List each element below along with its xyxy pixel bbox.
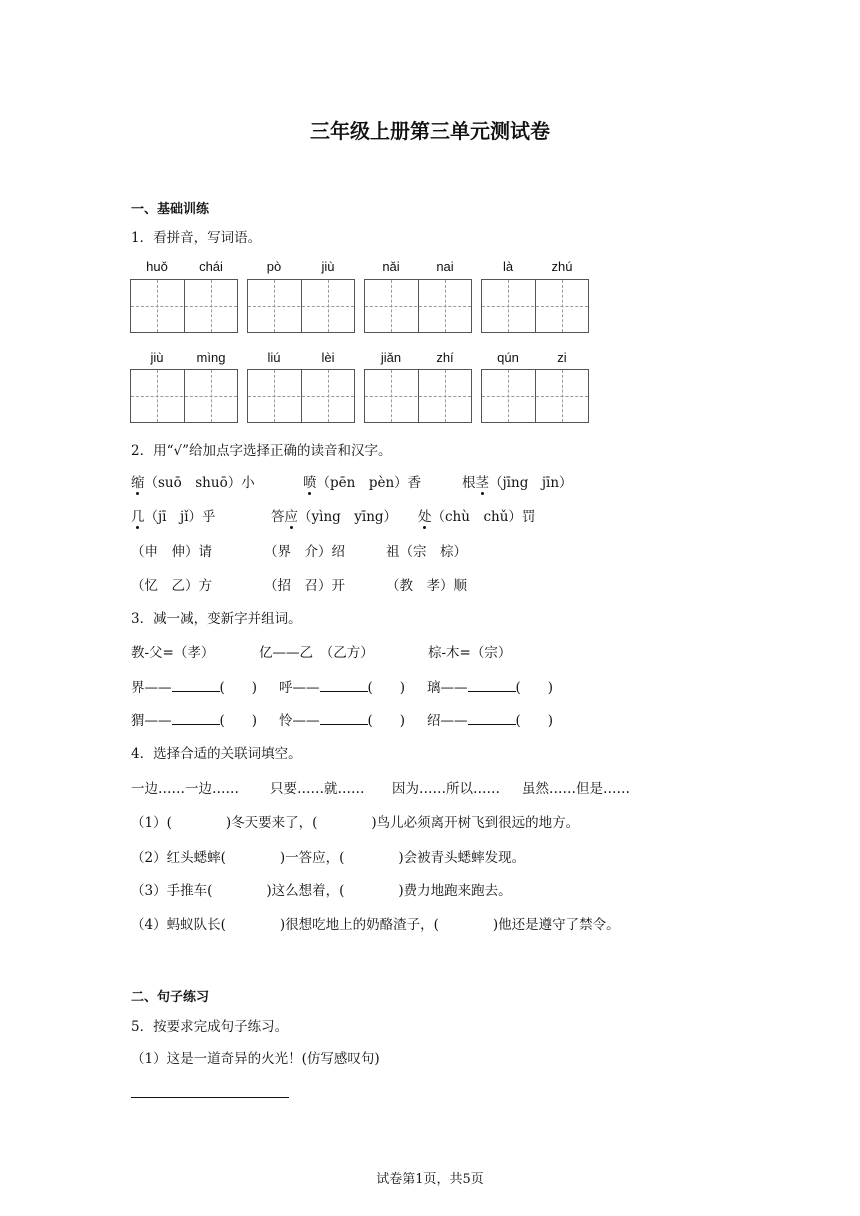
q2-choice: （教 孝）顺	[386, 578, 467, 594]
q2-choice: （忆 乙）方	[131, 578, 212, 594]
pinyin-label: jiù	[321, 259, 335, 274]
q3-paren: ( )	[219, 713, 258, 729]
dotted-char: 处	[418, 509, 432, 525]
q3-char: 绍——	[427, 713, 468, 729]
q4-sentence-1: （1）( )冬天要来了，( )鸟儿必须离开树飞到很远的地方。	[131, 815, 580, 831]
q3-item	[131, 676, 257, 696]
q3-paren: ( )	[367, 713, 406, 729]
pinyin-label: huǒ	[146, 259, 168, 274]
q3-paren: ( )	[367, 680, 406, 696]
question-1-prompt: 1．看拼音，写词语。	[131, 230, 262, 246]
pinyin-label: lèi	[321, 350, 335, 365]
q4-sentence-3: （3）手推车( )这么想着，( )费力地跑来跑去。	[131, 883, 512, 899]
q3-example: 棕-木=（宗）	[428, 645, 512, 661]
pinyin-label: liú	[267, 350, 281, 365]
q2-item	[271, 505, 397, 525]
q3-char: 怜——	[279, 713, 320, 729]
q3-char: 呼——	[279, 680, 320, 696]
pinyin-label: nǎi	[382, 259, 400, 274]
answer-blank[interactable]	[172, 679, 220, 692]
dotted-char: 缩	[131, 475, 145, 491]
section-heading-sentences: 二、句子练习	[131, 990, 210, 1005]
pinyin-choice: （jīng jīn）	[489, 475, 573, 491]
page-footer: 试卷第1页，共5页	[376, 1172, 484, 1187]
pinyin-choice: （yìng yīng）	[298, 509, 398, 525]
writing-grid[interactable]	[364, 369, 472, 423]
q4-sentence-4: （4）蚂蚁队长( )很想吃地上的奶酪渣子，( )他还是遵守了禁令。	[131, 917, 620, 933]
q3-item	[279, 709, 405, 729]
q2-item	[131, 505, 216, 525]
pinyin-label: chái	[199, 259, 223, 274]
q2-choice: （申 伸）请	[131, 544, 212, 560]
pinyin-label: nai	[436, 259, 454, 274]
pinyin-label: zhí	[436, 350, 454, 365]
dotted-char: 应	[284, 509, 298, 525]
pinyin-label: jiù	[150, 350, 164, 365]
pinyin-label: jiǎn	[380, 350, 402, 365]
pinyin-label: mìng	[196, 350, 226, 365]
q2-choice: （招 召）开	[264, 578, 345, 594]
dotted-char: 喷	[303, 475, 317, 491]
answer-line[interactable]	[131, 1097, 289, 1098]
q3-item	[427, 709, 553, 729]
q3-char: 猬——	[131, 713, 172, 729]
q3-char: 界——	[131, 680, 172, 696]
conjunction-option: 一边……一边……	[131, 781, 239, 797]
section-heading-basic: 一、基础训练	[131, 202, 210, 217]
question-5-prompt: 5．按要求完成句子练习。	[131, 1019, 289, 1035]
q2-item	[303, 471, 421, 491]
dotted-char: 茎	[475, 475, 489, 491]
dotted-char: 几	[131, 509, 145, 525]
answer-blank[interactable]	[468, 679, 516, 692]
writing-grid[interactable]	[247, 369, 355, 423]
answer-blank[interactable]	[468, 712, 516, 725]
pinyin-label: zi	[557, 350, 567, 365]
plain-char: 根	[462, 475, 476, 491]
conjunction-option: 虽然……但是……	[522, 781, 630, 797]
q2-item	[131, 471, 255, 491]
q3-example: 教-父=（孝）	[131, 645, 215, 661]
writing-grid[interactable]	[481, 369, 589, 423]
q3-paren: ( )	[219, 680, 258, 696]
q4-sentence-2: （2）红头蟋蟀( )一答应，( )会被青头蟋蟀发现。	[131, 850, 526, 866]
q2-item	[418, 505, 535, 525]
q2-choice: （界 介）绍	[264, 544, 345, 560]
q3-item	[279, 676, 405, 696]
q2-choice: 祖（宗 棕）	[386, 544, 467, 560]
q3-item	[131, 709, 257, 729]
pinyin-choice: （pēn pèn）香	[316, 475, 422, 491]
q2-item	[462, 471, 573, 491]
answer-blank[interactable]	[320, 712, 368, 725]
pinyin-label: zhú	[551, 259, 573, 274]
pinyin-choice: （suō shuō）小	[144, 475, 255, 491]
conjunction-option: 只要……就……	[270, 781, 365, 797]
conjunction-option: 因为……所以……	[392, 781, 500, 797]
q3-paren: ( )	[515, 680, 554, 696]
plain-char: 答	[271, 509, 285, 525]
pinyin-choice: （chù chǔ）罚	[431, 509, 536, 525]
q5-sentence-1: （1）这是一道奇异的火光！(仿写感叹句)	[131, 1051, 380, 1067]
question-2-prompt: 2．用“√”给加点字选择正确的读音和汉字。	[131, 443, 392, 459]
writing-grid[interactable]	[481, 279, 589, 333]
pinyin-label: qún	[497, 350, 519, 365]
q3-paren: ( )	[515, 713, 554, 729]
q3-char: 璃——	[427, 680, 468, 696]
pinyin-choice: （jī jǐ）乎	[144, 509, 216, 525]
answer-blank[interactable]	[320, 679, 368, 692]
writing-grid[interactable]	[130, 369, 238, 423]
writing-grid[interactable]	[247, 279, 355, 333]
pinyin-label: là	[502, 259, 514, 274]
question-4-prompt: 4．选择合适的关联词填空。	[131, 746, 302, 762]
page-title: 三年级上册第三单元测试卷	[310, 119, 550, 143]
q3-item	[427, 676, 553, 696]
answer-blank[interactable]	[172, 712, 220, 725]
writing-grid[interactable]	[364, 279, 472, 333]
pinyin-label: pò	[266, 259, 282, 274]
q3-example: 亿——乙 （乙方）	[259, 645, 374, 661]
question-3-prompt: 3．减一减，变新字并组词。	[131, 611, 302, 627]
writing-grid[interactable]	[130, 279, 238, 333]
